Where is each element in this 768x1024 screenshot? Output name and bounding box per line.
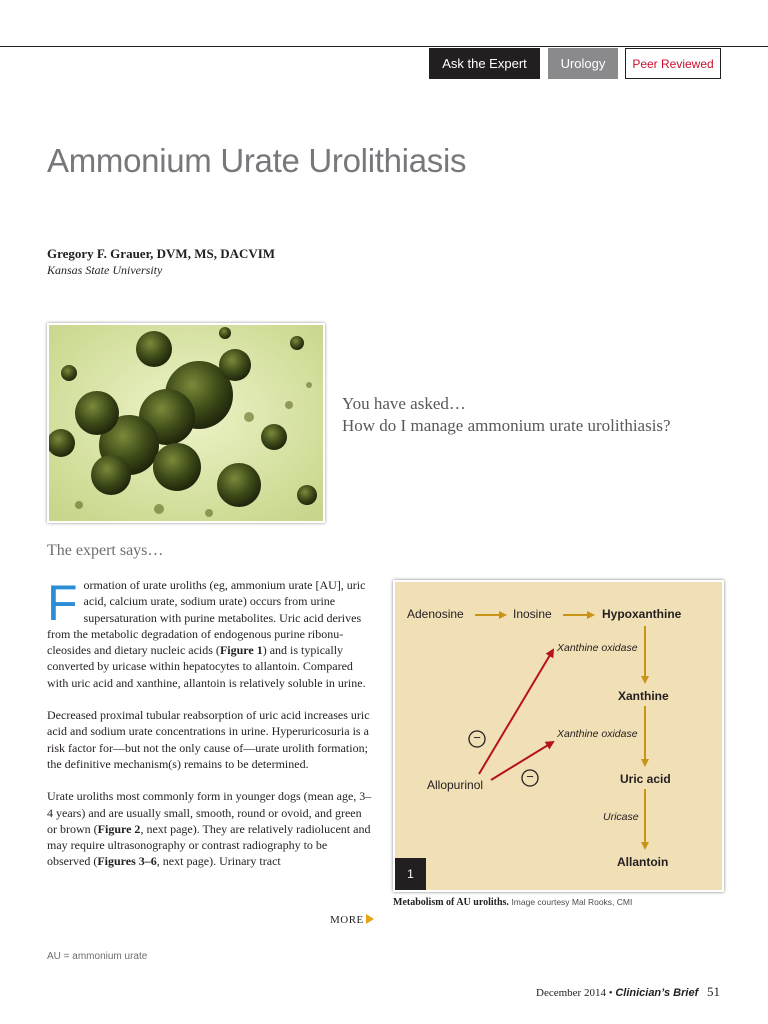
label-adenosine: Adenosine: [407, 607, 464, 621]
p3-a: Urate uroliths most commonly form in younger dogs (mean age, 3–4 years) and are usually small, smooth, round or ovoid, and green or brown (: [47, 789, 372, 836]
paragraph-1: [47, 577, 373, 691]
abbreviation-footnote: AU = ammonium urate: [47, 951, 148, 962]
reader-question: [342, 393, 671, 437]
urolith-microscopy-photo: [47, 323, 325, 523]
p3-c: , next page). Urinary tract: [156, 854, 281, 869]
inhibit-arrow-1: [479, 650, 553, 774]
label-inosine: Inosine: [513, 607, 552, 621]
p3-b: , next page). They are relatively radiolucent and may require ultrasonography or contrast radiography to be observed (: [47, 821, 371, 869]
author-affiliation: Kansas State University: [47, 263, 163, 277]
inhibit-arrow-2: [491, 742, 553, 780]
magazine-name: Clinician’s Brief: [615, 987, 699, 999]
question-text: How do I manage ammonium urate urolithiasis?: [342, 416, 671, 435]
more-label: MORE: [330, 914, 364, 926]
expert-says-heading: The expert says…: [47, 542, 164, 559]
caption-credit: Image courtesy Mal Rooks, CMI: [511, 897, 633, 907]
page-footer: [536, 984, 720, 1000]
label-uricase: Uricase: [603, 811, 639, 823]
figure-2-ref: Figure 2: [97, 821, 141, 836]
paragraph-3: [47, 788, 373, 869]
top-rule: [0, 46, 768, 47]
triangle-right-icon: [366, 914, 374, 924]
ask-the-expert-tag[interactable]: Ask the Expert: [429, 48, 540, 79]
more-link[interactable]: [330, 914, 374, 926]
page-number: 51: [707, 984, 720, 999]
p1-end: ) and is typically converted by uricase within hepatocytes to allantoin. Compared with uric acid and xanthine, allantoin is relatively soluble in urine.: [47, 643, 366, 690]
figure-1-ref: Figure 1: [219, 643, 263, 658]
article-title: Ammonium Urate Urolithiasis: [47, 142, 467, 179]
figures-3-6-ref: Figures 3–6: [97, 854, 157, 869]
figure-1-diagram: [393, 580, 724, 892]
peer-reviewed-tag[interactable]: Peer Reviewed: [625, 48, 721, 79]
label-xanthine-oxidase-1: Xanthine oxidase: [557, 642, 638, 654]
author-name: Gregory F. Grauer, DVM, MS, DACVIM: [47, 246, 276, 261]
question-intro: You have asked…: [342, 394, 466, 413]
figure-number-badge: 1: [395, 858, 426, 890]
drop-cap: F: [47, 575, 78, 631]
figure-caption: [393, 897, 632, 908]
inhibit-sign-1: −: [473, 730, 481, 745]
label-xanthine-oxidase-2: Xanthine oxidase: [557, 728, 638, 740]
label-xanthine: Xanthine: [618, 689, 669, 703]
paragraph-2: Decreased proximal tubular reabsorption of uric acid increases uric acid and sodium urate concentrations in urine. Hyperuricosuria is a risk factor for—but not the only cause of—urate urolith formation; the definitive mechanism(s) remains to be determined.: [47, 708, 370, 771]
caption-title: Metabolism of AU uroliths.: [393, 897, 509, 908]
p1-start: ormation of urate uroliths (eg, ammonium urate [AU], uric acid, calcium urate, sodium urate) occurs from urine supersaturation with purine metabolites. Uric acid derives from the metabolic degradation of endogenous purine ribonucleosides and dietary nucleic acids (: [47, 578, 366, 658]
label-allopurinol: Allopurinol: [427, 778, 484, 792]
inhibit-sign-2: −: [526, 769, 534, 784]
issue-date: December 2014: [536, 987, 606, 999]
footer-bullet: •: [608, 987, 613, 999]
label-uric-acid: Uric acid: [620, 772, 671, 786]
urology-tag[interactable]: Urology: [548, 48, 618, 79]
label-hypoxanthine: Hypoxanthine: [602, 607, 682, 621]
label-allantoin: Allantoin: [617, 855, 669, 869]
article-body: [47, 577, 373, 886]
